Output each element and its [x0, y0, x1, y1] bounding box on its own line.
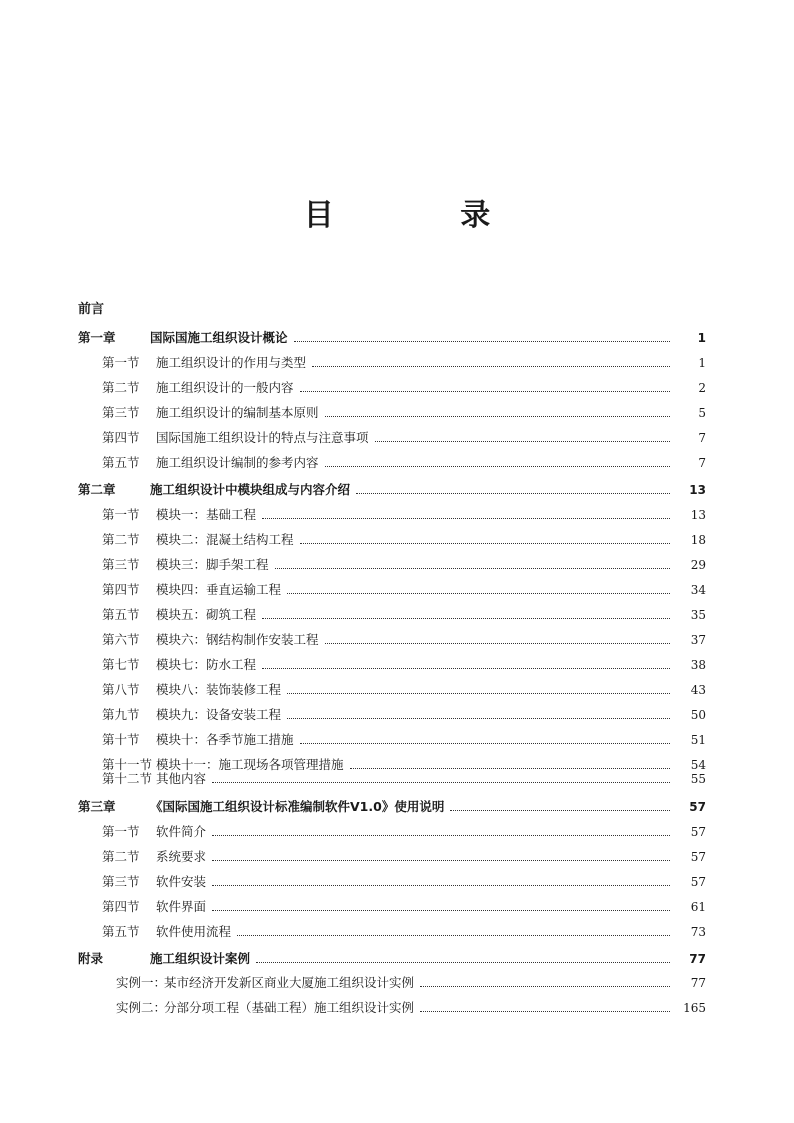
toc-entry-title: 软件界面 — [156, 899, 207, 914]
toc-entry-label — [0, 507, 256, 523]
toc-entry-label — [0, 975, 414, 991]
dot-leader — [420, 986, 670, 987]
toc-entry-label — [0, 607, 256, 623]
toc-page-number: 1 — [698, 356, 706, 370]
toc-entry-title: 施工组织设计的一般内容 — [156, 380, 294, 395]
toc-page-number: 2 — [698, 381, 706, 395]
dot-leader — [450, 810, 670, 811]
toc-entry-title: 模块五：砌筑工程 — [156, 607, 257, 622]
toc-page-number: 35 — [690, 608, 706, 622]
toc-entry-label — [0, 430, 369, 446]
toc-page-number: 38 — [690, 658, 706, 672]
toc-entry-label — [0, 557, 269, 573]
toc-entry-title: 施工组织设计案例 — [150, 951, 251, 966]
toc-page-number: 7 — [698, 456, 706, 470]
toc-entry-title: 模块一：基础工程 — [156, 507, 257, 522]
toc-section-row — [0, 705, 794, 723]
toc-entry-label — [0, 849, 206, 865]
toc-page-number: 34 — [690, 583, 706, 597]
dot-leader — [325, 416, 670, 417]
toc-entry-label — [0, 355, 306, 371]
dot-leader — [212, 885, 670, 886]
toc-entry-label — [0, 405, 319, 421]
dot-leader — [212, 782, 670, 783]
toc-entry-label — [0, 951, 250, 967]
toc-entry-number: 第二节 — [102, 380, 140, 395]
toc-entry-number: 第九节 — [102, 707, 140, 722]
toc-entry-title: 软件使用流程 — [156, 924, 232, 939]
dot-leader — [287, 593, 670, 594]
toc-entry-label — [0, 455, 319, 471]
toc-section-row — [0, 605, 794, 623]
toc-entry-title: 软件安装 — [156, 874, 207, 889]
toc-page-number: 57 — [690, 875, 706, 889]
toc-entry-number: 第一章 — [78, 330, 116, 345]
toc-entry-number: 第七节 — [102, 657, 140, 672]
toc-entry-title: 模块十一：施工现场各项管理措施 — [156, 757, 344, 772]
toc-entry-title: 施工组织设计的作用与类型 — [156, 355, 307, 370]
toc-entry-label — [0, 732, 294, 748]
dot-leader — [237, 935, 670, 936]
dot-leader — [287, 693, 670, 694]
toc-chapter-row — [0, 797, 794, 815]
toc-entry-title: 系统要求 — [156, 849, 207, 864]
toc-entry-title: 施工组织设计的编制基本原则 — [156, 405, 319, 420]
dot-leader — [262, 668, 670, 669]
toc-entry-number: 实例二： — [116, 1000, 167, 1015]
toc-section-row — [0, 378, 794, 396]
toc-chapter-row — [0, 328, 794, 346]
toc-page-number: 50 — [690, 708, 706, 722]
toc-section-row — [0, 505, 794, 523]
toc-entry-title: 模块三：脚手架工程 — [156, 557, 269, 572]
toc-entry-label — [0, 582, 281, 598]
dot-leader — [275, 568, 670, 569]
toc-entry-label — [0, 771, 206, 787]
toc-entry-title: 其他内容 — [156, 771, 207, 786]
toc-entry-title: 模块十：各季节施工措施 — [156, 732, 294, 747]
dot-leader — [312, 366, 670, 367]
toc-page-number: 1 — [697, 331, 706, 345]
toc-entry-title: 分部分项工程（基础工程）施工组织设计实例 — [164, 1000, 415, 1015]
toc-section-row — [0, 453, 794, 471]
toc-page-number: 37 — [690, 633, 706, 647]
dot-leader — [300, 543, 670, 544]
toc-section-row — [0, 872, 794, 890]
toc-page-number: 54 — [690, 758, 706, 772]
toc-entry-number: 第五节 — [102, 607, 140, 622]
toc-entry-number: 附录 — [78, 951, 104, 966]
toc-entry-label — [0, 707, 281, 723]
toc-entry-title: 模块九：设备安装工程 — [156, 707, 282, 722]
toc-entry-number: 第一节 — [102, 507, 140, 522]
toc-page-number: 57 — [690, 825, 706, 839]
toc-page-number: 43 — [690, 683, 706, 697]
dot-leader — [325, 643, 670, 644]
toc-page-number: 13 — [690, 508, 706, 522]
toc-entry-number: 第十二节 — [102, 771, 153, 786]
toc-entry-number: 第五节 — [102, 455, 140, 470]
toc-entry-title: 施工组织设计中模块组成与内容介绍 — [150, 482, 351, 497]
dot-leader — [262, 518, 670, 519]
toc-page-number: 29 — [690, 558, 706, 572]
toc-entry-number: 第二节 — [102, 849, 140, 864]
toc-entry-label — [0, 924, 231, 940]
toc-entry-title: 模块六：钢结构制作安装工程 — [156, 632, 319, 647]
page-title: 目 录 — [303, 198, 549, 233]
toc-entry-label — [0, 682, 281, 698]
toc-entry-number: 第三节 — [102, 557, 140, 572]
toc-page-number: 61 — [690, 900, 706, 914]
toc-page-number: 13 — [689, 483, 706, 497]
dot-leader — [325, 466, 670, 467]
toc-section-row — [0, 769, 794, 787]
toc-entry-number: 第一节 — [102, 355, 140, 370]
toc-entry-number: 第三节 — [102, 874, 140, 889]
toc-entry-title: 某市经济开发新区商业大厦施工组织设计实例 — [164, 975, 415, 990]
dot-leader — [212, 860, 670, 861]
toc-entry-label — [0, 824, 206, 840]
toc-chapter-row — [0, 480, 794, 498]
toc-entry-number: 第二节 — [102, 532, 140, 547]
toc-entry-title: 国际国施工组织设计的特点与注意事项 — [156, 430, 369, 445]
toc-section-row — [0, 630, 794, 648]
dot-leader — [375, 441, 670, 442]
toc-entry-title: 软件简介 — [156, 824, 207, 839]
toc-appendix-row — [0, 973, 794, 991]
toc-entry-title: 模块二：混凝土结构工程 — [156, 532, 294, 547]
toc-page-number: 55 — [690, 772, 706, 786]
toc-entry-number: 第一节 — [102, 824, 140, 839]
toc-entry-number: 第四节 — [102, 582, 140, 597]
dot-leader — [356, 493, 670, 494]
toc-section-row — [0, 847, 794, 865]
toc-entry-label — [0, 482, 350, 498]
toc-entry-title: 《国际国施工组织设计标准编制软件V1.0》使用说明 — [150, 799, 445, 814]
toc-entry-number: 第五节 — [102, 924, 140, 939]
dot-leader — [294, 341, 670, 342]
toc-entry-number: 第六节 — [102, 632, 140, 647]
toc-entry-number: 第十节 — [102, 732, 140, 747]
toc-entry-title: 模块四：垂直运输工程 — [156, 582, 282, 597]
toc-section-row — [0, 897, 794, 915]
toc-entry-label — [0, 1000, 414, 1016]
toc-section-row — [0, 403, 794, 421]
dot-leader — [212, 835, 670, 836]
toc-section-row — [0, 680, 794, 698]
toc-page-number: 73 — [690, 925, 706, 939]
toc-page-number: 77 — [690, 976, 706, 990]
toc-page-number: 57 — [689, 800, 706, 814]
toc-page-number: 57 — [690, 850, 706, 864]
toc-page-number: 18 — [690, 533, 706, 547]
dot-leader — [420, 1011, 670, 1012]
dot-leader — [256, 962, 670, 963]
toc-entry-label — [0, 899, 206, 915]
toc-entry-label — [0, 380, 294, 396]
toc-entry-number: 第三节 — [102, 405, 140, 420]
toc-entry-number: 第八节 — [102, 682, 140, 697]
toc-section-row — [0, 555, 794, 573]
toc-entry-number: 第三章 — [78, 799, 116, 814]
toc-entry-title: 模块七：防水工程 — [156, 657, 257, 672]
toc-section-row — [0, 922, 794, 940]
toc-entry-label — [0, 874, 206, 890]
dot-leader — [287, 718, 670, 719]
toc-entry-label — [0, 532, 294, 548]
dot-leader — [262, 618, 670, 619]
toc-chapter-row — [0, 949, 794, 967]
preface-heading: 前言 — [78, 302, 105, 317]
toc-section-row — [0, 353, 794, 371]
toc-section-row — [0, 730, 794, 748]
toc-entry-number: 第四节 — [102, 899, 140, 914]
toc-entry-label — [0, 799, 444, 815]
toc-section-row — [0, 580, 794, 598]
toc-section-row — [0, 822, 794, 840]
toc-entry-label — [0, 632, 319, 648]
toc-entry-number: 第四节 — [102, 430, 140, 445]
toc-page-number: 51 — [690, 733, 706, 747]
dot-leader — [300, 743, 670, 744]
toc-page-number: 7 — [698, 431, 706, 445]
toc-section-row — [0, 428, 794, 446]
toc-entry-number: 实例一： — [116, 975, 167, 990]
toc-section-row — [0, 655, 794, 673]
toc-entry-title: 模块八：装饰装修工程 — [156, 682, 282, 697]
toc-page-number: 165 — [683, 1001, 706, 1015]
toc-entry-label — [0, 657, 256, 673]
toc-page-number: 77 — [689, 952, 706, 966]
toc-entry-label — [0, 330, 288, 346]
dot-leader — [300, 391, 670, 392]
toc-section-row — [0, 530, 794, 548]
toc-entry-number: 第二章 — [78, 482, 116, 497]
toc-page-number: 5 — [698, 406, 706, 420]
toc-entry-title: 施工组织设计编制的参考内容 — [156, 455, 319, 470]
dot-leader — [212, 910, 670, 911]
toc-appendix-row — [0, 998, 794, 1016]
toc-entry-number: 第十一节 — [102, 757, 153, 772]
toc-entry-title: 国际国施工组织设计概论 — [150, 330, 288, 345]
